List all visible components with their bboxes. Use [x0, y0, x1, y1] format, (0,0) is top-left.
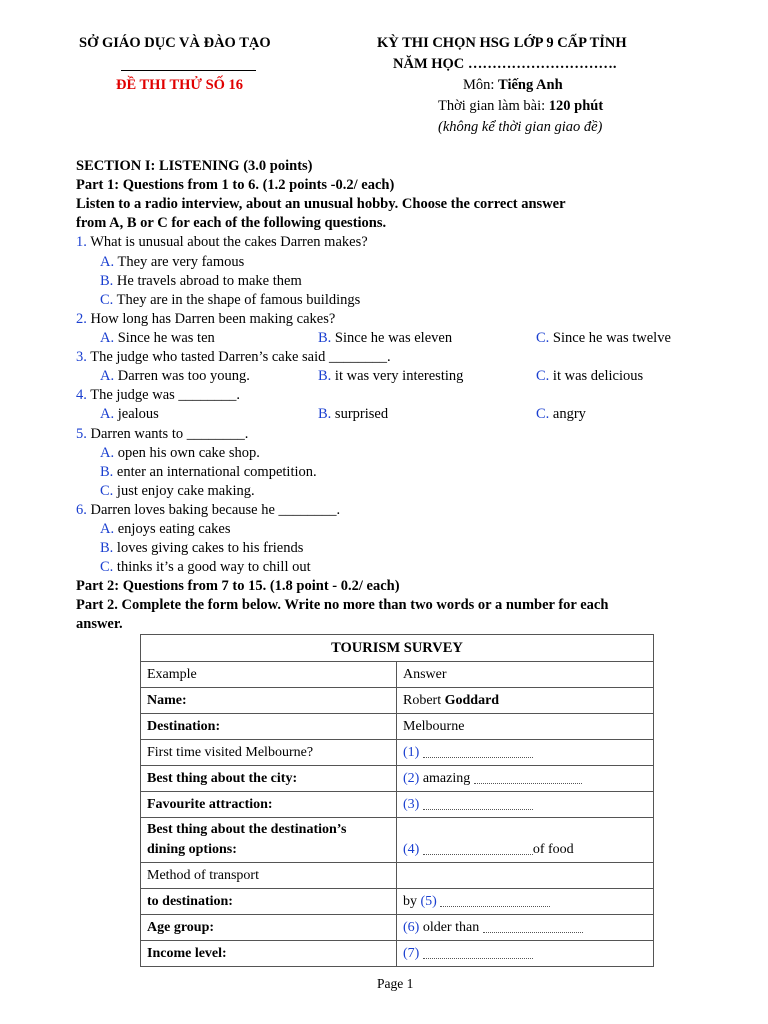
question-number: 1.: [76, 234, 87, 250]
option-text: He travels abroad to make them: [113, 273, 302, 289]
option-letter: C.: [536, 406, 550, 422]
part1-instruction-2: from A, B or C for each of the following questions.: [76, 215, 387, 231]
q5-option-b[interactable]: [100, 464, 317, 481]
form-row: [141, 889, 654, 915]
blank-number: (2): [403, 770, 420, 786]
form-title-row: [141, 635, 654, 662]
form-answer: [397, 740, 654, 766]
option-letter: B.: [100, 464, 114, 480]
question-3: [76, 349, 391, 366]
question-number: 6.: [76, 502, 87, 518]
option-letter: C.: [100, 292, 114, 308]
question-text: What is unusual about the cakes Darren makes?: [86, 234, 368, 250]
section-title: SECTION I: LISTENING (3.0 points): [76, 158, 313, 174]
option-letter: B.: [100, 540, 114, 556]
blank-number: (1): [403, 744, 420, 760]
label-line-2: dining options:: [147, 842, 237, 857]
form-answer: [397, 792, 654, 818]
form-answer: [397, 915, 654, 941]
option-text: enjoys eating cakes: [114, 521, 231, 537]
option-text: Since he was ten: [114, 330, 215, 346]
form-label: [141, 818, 397, 863]
question-number: 2.: [76, 311, 87, 327]
option-letter: A.: [100, 368, 115, 384]
option-letter: A.: [100, 445, 115, 461]
time-note: (không kể thời gian giao đề): [438, 119, 603, 135]
form-title: TOURISM SURVEY: [141, 635, 654, 662]
form-row: [141, 792, 654, 818]
form-label: Favourite attraction:: [141, 792, 397, 818]
option-letter: A.: [100, 254, 115, 270]
answer-blank-4[interactable]: [423, 844, 533, 855]
q1-option-c[interactable]: [100, 292, 360, 309]
option-text: surprised: [331, 406, 389, 422]
q5-option-c[interactable]: [100, 483, 255, 500]
option-text: Since he was eleven: [331, 330, 453, 346]
answer-blank-1[interactable]: [423, 747, 533, 758]
option-letter: B.: [100, 273, 114, 289]
question-number: 4.: [76, 387, 87, 403]
option-text: Darren was too young.: [114, 368, 250, 384]
part2-instruction-1: Part 2. Complete the form below. Write no more than two words or a number for each: [76, 597, 609, 613]
answer-prefix: older than: [422, 919, 483, 935]
form-row: [141, 740, 654, 766]
form-answer: [397, 818, 654, 863]
time-value: 120 phút: [548, 98, 604, 114]
answer-blank-6[interactable]: [483, 922, 583, 933]
option-letter: A.: [100, 521, 115, 537]
form-answer: [397, 688, 654, 714]
answer-blank-7[interactable]: [423, 948, 533, 959]
answer-prefix: amazing: [422, 770, 474, 786]
option-letter: B.: [318, 330, 332, 346]
option-text: angry: [549, 406, 586, 422]
form-row: [141, 818, 654, 863]
option-letter: C.: [100, 483, 114, 499]
option-letter: A.: [100, 406, 115, 422]
option-text: They are very famous: [114, 254, 245, 270]
part2-instruction-2: answer.: [76, 616, 123, 632]
q3-option-a[interactable]: [100, 368, 250, 385]
question-text: The judge who tasted Darren’s cake said ________.: [86, 349, 391, 365]
option-text: thinks it’s a good way to chill out: [113, 559, 311, 575]
answer-blank-2[interactable]: [474, 773, 582, 784]
time-line: [438, 98, 603, 115]
q2-option-c[interactable]: [536, 330, 671, 347]
q2-option-a[interactable]: [100, 330, 215, 347]
option-text: loves giving cakes to his friends: [113, 540, 304, 556]
q5-option-a[interactable]: [100, 445, 260, 462]
blank-number: (4): [403, 842, 420, 857]
school-year: NĂM HỌC ………………………….: [393, 56, 617, 72]
q6-option-b[interactable]: [100, 540, 303, 557]
question-text: How long has Darren been making cakes?: [86, 311, 336, 327]
subject-line: [463, 77, 563, 94]
option-text: Since he was twelve: [549, 330, 671, 346]
blank-number: (3): [403, 796, 420, 812]
form-row: [141, 714, 654, 740]
option-text: it was very interesting: [331, 368, 464, 384]
part1-instruction-1: Listen to a radio interview, about an unusual hobby. Choose the correct answer: [76, 196, 566, 212]
question-text: The judge was ________.: [86, 387, 241, 403]
exam-title: KỲ THI CHỌN HSG LỚP 9 CẤP TỈNH: [377, 35, 627, 51]
answer-blank-3[interactable]: [423, 799, 533, 810]
answer-first-name: Robert: [403, 692, 445, 708]
q4-option-a[interactable]: [100, 406, 159, 423]
option-text: jealous: [114, 406, 159, 422]
question-6: [76, 502, 340, 519]
form-row: [141, 941, 654, 967]
q2-option-b[interactable]: [318, 330, 452, 347]
form-answer: [397, 941, 654, 967]
option-letter: C.: [536, 330, 550, 346]
option-text: open his own cake shop.: [114, 445, 260, 461]
answer-suffix: of food: [532, 842, 574, 857]
question-text: Darren wants to ________.: [86, 426, 249, 442]
form-row: [141, 766, 654, 792]
test-number: ĐỀ THI THỬ SỐ 16: [116, 77, 244, 93]
q3-option-c[interactable]: [536, 368, 643, 385]
form-label: Example: [141, 662, 397, 688]
form-row: [141, 688, 654, 714]
tourism-survey-form: [140, 634, 654, 967]
form-answer: [397, 889, 654, 915]
option-letter: C.: [536, 368, 550, 384]
q1-option-a[interactable]: [100, 254, 244, 271]
question-5: [76, 426, 248, 443]
option-text: enter an international competition.: [113, 464, 317, 480]
form-label: Destination:: [141, 714, 397, 740]
question-number: 3.: [76, 349, 87, 365]
blank-number: (5): [420, 893, 437, 909]
option-letter: B.: [318, 406, 332, 422]
form-row: [141, 662, 654, 688]
form-label: Best thing about the city:: [141, 766, 397, 792]
part2-title: Part 2: Questions from 7 to 15. (1.8 point - 0.2/ each): [76, 578, 400, 594]
form-answer: [397, 766, 654, 792]
form-row: [141, 915, 654, 941]
department-name: SỞ GIÁO DỤC VÀ ĐÀO TẠO: [79, 35, 271, 51]
q3-option-b[interactable]: [318, 368, 463, 385]
question-1: [76, 234, 368, 251]
q6-option-c[interactable]: [100, 559, 311, 576]
blank-number: (7): [403, 945, 420, 961]
form-row: [141, 863, 654, 889]
form-label: Method of transport: [141, 863, 397, 889]
option-text: They are in the shape of famous buildings: [113, 292, 361, 308]
option-text: it was delicious: [549, 368, 644, 384]
question-number: 5.: [76, 426, 87, 442]
header-divider: [121, 70, 256, 71]
form-answer: Answer: [397, 662, 654, 688]
answer-prefix: by: [403, 893, 421, 909]
answer-blank-5[interactable]: [440, 896, 550, 907]
label-line-1: Best thing about the destination’s: [147, 822, 347, 837]
answer-surname: Goddard: [444, 692, 500, 708]
q4-option-c[interactable]: [536, 406, 586, 423]
form-answer: [397, 863, 654, 889]
form-answer: Melbourne: [397, 714, 654, 740]
option-letter: B.: [318, 368, 332, 384]
form-label: Income level:: [141, 941, 397, 967]
subject-label: Môn:: [463, 77, 499, 93]
q4-option-b[interactable]: [318, 406, 388, 423]
part1-title: Part 1: Questions from 1 to 6. (1.2 points -0.2/ each): [76, 177, 395, 193]
question-text: Darren loves baking because he ________.: [86, 502, 341, 518]
form-label: Age group:: [141, 915, 397, 941]
option-letter: A.: [100, 330, 115, 346]
q1-option-b[interactable]: [100, 273, 302, 290]
question-4: [76, 387, 240, 404]
form-label: Name:: [141, 688, 397, 714]
question-2: [76, 311, 335, 328]
option-text: just enjoy cake making.: [113, 483, 255, 499]
page-number: Page 1: [377, 976, 414, 991]
form-label: First time visited Melbourne?: [141, 740, 397, 766]
q6-option-a[interactable]: [100, 521, 230, 538]
form-label: to destination:: [141, 889, 397, 915]
option-letter: C.: [100, 559, 114, 575]
subject-value: Tiếng Anh: [498, 77, 563, 93]
blank-number: (6): [403, 919, 420, 935]
time-label: Thời gian làm bài:: [438, 98, 549, 114]
